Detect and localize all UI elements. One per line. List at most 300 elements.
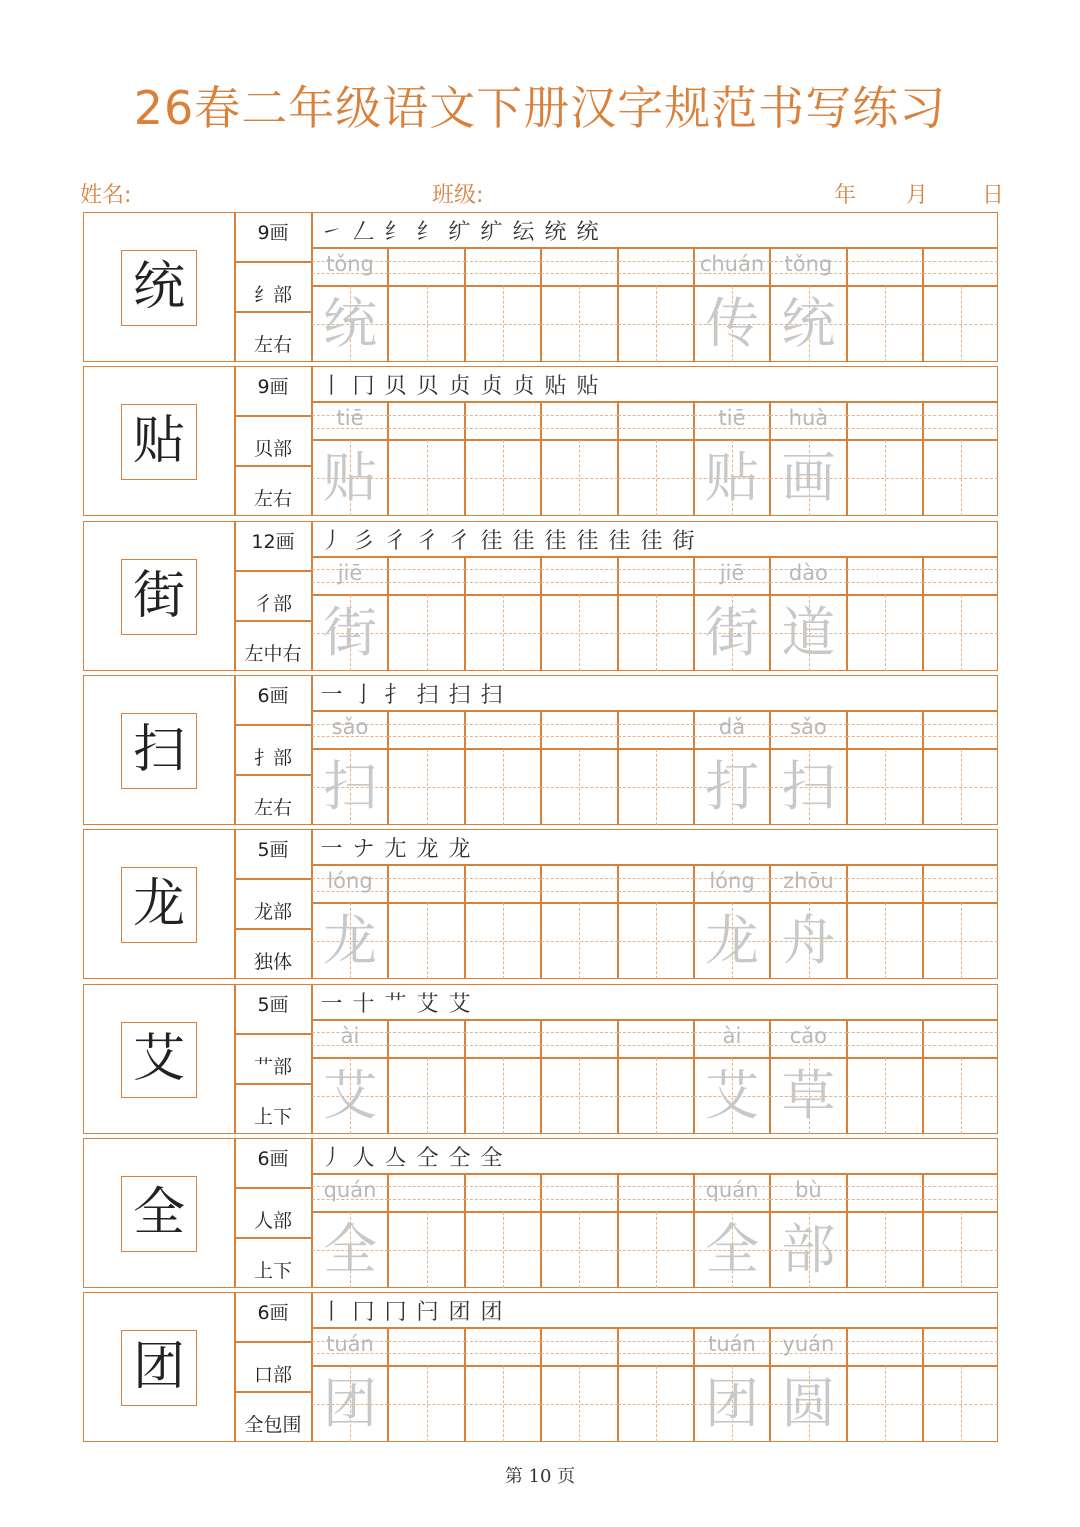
main-character: 龙 — [132, 874, 185, 935]
stroke-step: 彳 — [384, 528, 408, 554]
writing-guide — [923, 941, 998, 942]
structure-label: 左右 — [253, 488, 292, 511]
main-character: 艾 — [132, 1028, 185, 1089]
pinyin-guide — [388, 1341, 464, 1342]
stroke-step: 一 — [320, 837, 344, 863]
pinyin-guide — [388, 582, 464, 583]
trace-character: 扫 — [781, 754, 836, 818]
pinyin-cell[interactable] — [847, 557, 923, 595]
pinyin-text: yuán — [782, 1332, 835, 1357]
pinyin-cell[interactable] — [541, 248, 617, 286]
pinyin-guide — [388, 891, 464, 892]
pinyin-guide — [923, 1032, 998, 1033]
pinyin-cell[interactable] — [541, 711, 617, 749]
radical-label: 贝部 — [253, 438, 292, 461]
pinyin-text: quán — [705, 1177, 759, 1202]
trace-character: 街 — [323, 600, 377, 664]
trace-character: 贴 — [323, 446, 377, 510]
pinyin-cell[interactable] — [388, 865, 464, 903]
stroke-count: 9画 — [257, 222, 289, 244]
pinyin-cell[interactable] — [618, 711, 694, 749]
pinyin-cell[interactable] — [618, 1174, 694, 1212]
pinyin-guide — [541, 878, 617, 879]
pinyin-guide — [465, 878, 541, 879]
stroke-count: 6画 — [257, 1147, 289, 1170]
pinyin-cell[interactable] — [923, 711, 998, 749]
stroke-step: 纩 — [480, 220, 504, 245]
trace-character: 艾 — [323, 1063, 377, 1127]
pinyin-guide — [541, 891, 617, 892]
structure-label: 独体 — [253, 951, 292, 974]
pinyin-guide — [541, 415, 617, 416]
pinyin-guide — [388, 569, 464, 570]
pinyin-cell[interactable] — [541, 557, 617, 595]
trace-character: 草 — [781, 1063, 836, 1127]
stroke-step: 彳 — [448, 528, 472, 554]
writing-guide — [847, 1250, 923, 1251]
pinyin-guide — [388, 1045, 464, 1046]
structure-label: 上下 — [253, 1105, 292, 1128]
trace-character: 龙 — [323, 909, 377, 973]
stroke-step: 尢 — [384, 837, 408, 863]
stroke-count: 5画 — [257, 839, 289, 862]
pinyin-guide — [847, 582, 923, 583]
writing-guide — [923, 478, 998, 479]
stroke-step: 贴 — [576, 374, 600, 400]
pinyin-guide — [541, 1186, 617, 1187]
pinyin-cell[interactable] — [388, 1174, 464, 1212]
pinyin-guide — [388, 736, 464, 737]
writing-guide — [847, 941, 923, 942]
pinyin-guide — [923, 878, 998, 879]
pinyin-guide — [541, 1199, 617, 1200]
pinyin-guide — [465, 415, 541, 416]
stroke-step: 冂 — [352, 1300, 376, 1326]
writing-guide — [847, 1404, 923, 1405]
writing-guide — [465, 633, 541, 634]
trace-character: 统 — [781, 292, 836, 355]
writing-guide — [541, 1404, 617, 1405]
pinyin-text: dào — [788, 560, 828, 585]
pinyin-guide — [465, 724, 541, 725]
pinyin-guide — [541, 582, 617, 583]
pinyin-guide — [541, 273, 617, 274]
pinyin-cell[interactable] — [388, 1020, 464, 1058]
year-label: 年 — [834, 183, 857, 208]
stroke-count: 12画 — [251, 530, 295, 553]
stroke-step: 统 — [576, 220, 600, 245]
pinyin-guide — [618, 1045, 694, 1046]
writing-guide — [541, 478, 617, 479]
pinyin-guide — [541, 569, 617, 570]
pinyin-cell[interactable] — [923, 1174, 998, 1212]
stroke-step: 贴 — [544, 374, 568, 400]
trace-character: 舟 — [781, 909, 836, 973]
pinyin-guide — [923, 1045, 998, 1046]
class-label: 班级: — [432, 183, 484, 208]
writing-guide — [388, 324, 464, 325]
stroke-step: 彡 — [352, 528, 376, 554]
pinyin-cell[interactable] — [847, 1174, 923, 1212]
writing-guide — [465, 941, 541, 942]
radical-label: 口部 — [253, 1364, 292, 1387]
pinyin-guide — [618, 273, 694, 274]
pinyin-guide — [618, 878, 694, 879]
pinyin-guide — [923, 1353, 998, 1354]
pinyin-guide — [541, 1341, 617, 1342]
writing-guide — [541, 1250, 617, 1251]
stroke-step: 一 — [320, 682, 344, 708]
stroke-step: 街 — [672, 528, 696, 554]
pinyin-cell[interactable] — [465, 248, 541, 286]
stroke-step: 冂 — [352, 374, 376, 400]
pinyin-cell[interactable] — [388, 557, 464, 595]
pinyin-guide — [465, 582, 541, 583]
pinyin-text: tiē — [718, 406, 746, 431]
pinyin-guide — [465, 736, 541, 737]
pinyin-cell[interactable] — [618, 248, 694, 286]
pinyin-guide — [465, 1353, 541, 1354]
trace-character: 部 — [781, 1217, 836, 1281]
stroke-order — [316, 215, 604, 246]
pinyin-text: tiē — [336, 406, 364, 431]
pinyin-guide — [618, 1186, 694, 1187]
pinyin-text: chuán — [699, 252, 765, 276]
pinyin-guide — [923, 261, 998, 262]
pinyin-guide — [388, 878, 464, 879]
stroke-step: 贞 — [512, 374, 536, 400]
pinyin-text: dǎ — [718, 714, 746, 739]
writing-guide — [618, 478, 694, 479]
stroke-step: 仝 — [448, 1145, 472, 1171]
pinyin-cell[interactable] — [847, 1020, 923, 1058]
stroke-step: 𠃋 — [352, 220, 376, 245]
writing-guide — [541, 941, 617, 942]
pinyin-guide — [541, 724, 617, 725]
pinyin-guide — [465, 1032, 541, 1033]
trace-character: 统 — [323, 292, 377, 355]
pinyin-guide — [923, 724, 998, 725]
pinyin-guide — [847, 261, 923, 262]
stroke-count: 6画 — [257, 684, 289, 707]
trace-character: 团 — [323, 1372, 377, 1436]
pinyin-cell[interactable] — [465, 1328, 541, 1366]
pinyin-guide — [618, 891, 694, 892]
pinyin-guide — [465, 1045, 541, 1046]
stroke-count: 6画 — [257, 1302, 289, 1325]
writing-guide — [541, 633, 617, 634]
pinyin-guide — [847, 1186, 923, 1187]
trace-character: 全 — [323, 1217, 377, 1281]
stroke-step: 徍 — [576, 528, 600, 554]
pinyin-text: bù — [795, 1177, 822, 1202]
pinyin-text: quán — [323, 1177, 377, 1202]
pinyin-guide — [465, 261, 541, 262]
trace-character: 团 — [705, 1372, 759, 1436]
stroke-step: 贞 — [480, 374, 504, 400]
stroke-step: 艾 — [416, 991, 440, 1017]
trace-character: 街 — [705, 600, 759, 664]
pinyin-cell[interactable] — [618, 1020, 694, 1058]
pinyin-guide — [618, 261, 694, 262]
pinyin-guide — [847, 428, 923, 429]
pinyin-guide — [465, 1341, 541, 1342]
pinyin-cell[interactable] — [541, 1328, 617, 1366]
pinyin-text: ài — [722, 1023, 742, 1048]
pinyin-text: tuán — [326, 1332, 374, 1357]
pinyin-guide — [465, 1186, 541, 1187]
pinyin-cell[interactable] — [541, 1174, 617, 1212]
pinyin-guide — [923, 1341, 998, 1342]
writing-guide — [847, 633, 923, 634]
pinyin-text: lóng — [709, 869, 755, 894]
pinyin-guide — [847, 1032, 923, 1033]
writing-guide — [847, 1096, 923, 1097]
radical-label: 纟部 — [253, 284, 292, 306]
pinyin-cell[interactable] — [618, 557, 694, 595]
pinyin-text: tǒng — [326, 252, 374, 276]
stroke-step: 龙 — [416, 837, 440, 863]
pinyin-text: jiē — [337, 560, 363, 585]
stroke-step: 十 — [352, 991, 376, 1017]
writing-guide — [388, 1404, 464, 1405]
pinyin-cell[interactable] — [923, 1328, 998, 1366]
pinyin-guide — [847, 569, 923, 570]
stroke-order — [316, 678, 508, 709]
trace-character: 贴 — [705, 446, 759, 510]
pinyin-text: sǎo — [331, 714, 369, 739]
pinyin-text: zhōu — [783, 869, 834, 894]
pinyin-guide — [541, 428, 617, 429]
pinyin-guide — [618, 1032, 694, 1033]
writing-guide — [388, 633, 464, 634]
pinyin-cell[interactable] — [847, 1328, 923, 1366]
pinyin-guide — [388, 1032, 464, 1033]
pinyin-cell[interactable] — [923, 865, 998, 903]
pinyin-guide — [923, 415, 998, 416]
stroke-step: 丨 — [320, 1300, 344, 1326]
pinyin-guide — [465, 569, 541, 570]
pinyin-guide — [541, 1032, 617, 1033]
writing-guide — [388, 941, 464, 942]
pinyin-cell[interactable] — [541, 1020, 617, 1058]
pinyin-guide — [388, 1199, 464, 1200]
writing-guide — [923, 1404, 998, 1405]
stroke-step: 艾 — [448, 991, 472, 1017]
pinyin-guide — [847, 878, 923, 879]
stroke-step: 团 — [480, 1300, 504, 1326]
structure-label: 左中右 — [244, 642, 302, 665]
pinyin-guide — [923, 428, 998, 429]
writing-guide — [847, 787, 923, 788]
stroke-step: 全 — [480, 1145, 504, 1171]
radical-label: 人部 — [253, 1209, 292, 1232]
pinyin-cell[interactable] — [847, 711, 923, 749]
pinyin-text: huà — [788, 406, 829, 431]
writing-guide — [388, 478, 464, 479]
pinyin-guide — [388, 273, 464, 274]
stroke-step: 扫 — [480, 682, 504, 708]
pinyin-guide — [388, 724, 464, 725]
pinyin-guide — [847, 415, 923, 416]
main-character: 团 — [132, 1337, 185, 1398]
pinyin-guide — [847, 1341, 923, 1342]
stroke-step: 徍 — [608, 528, 632, 554]
stroke-step: 徍 — [480, 528, 504, 554]
pinyin-guide — [618, 1353, 694, 1354]
main-character: 统 — [132, 257, 185, 317]
radical-label: 彳部 — [253, 592, 292, 615]
pinyin-guide — [388, 428, 464, 429]
pinyin-guide — [541, 1353, 617, 1354]
writing-guide — [923, 787, 998, 788]
writing-guide — [923, 1096, 998, 1097]
pinyin-cell[interactable] — [465, 1174, 541, 1212]
trace-character: 传 — [705, 292, 759, 355]
pinyin-guide — [847, 273, 923, 274]
stroke-step: 亼 — [384, 1145, 408, 1171]
pinyin-cell[interactable] — [465, 865, 541, 903]
stroke-step: 徍 — [544, 528, 568, 554]
stroke-step: 贝 — [384, 374, 408, 400]
structure-label: 上下 — [253, 1259, 292, 1282]
pinyin-guide — [923, 1199, 998, 1200]
stroke-step: 闩 — [416, 1300, 440, 1326]
pinyin-guide — [541, 261, 617, 262]
trace-character: 龙 — [705, 909, 759, 973]
pinyin-cell[interactable] — [465, 711, 541, 749]
writing-guide — [465, 1404, 541, 1405]
radical-label: 扌部 — [253, 746, 292, 769]
writing-guide — [923, 1250, 998, 1251]
stroke-step: 扫 — [448, 682, 472, 708]
pinyin-guide — [541, 1045, 617, 1046]
pinyin-text: lóng — [327, 869, 373, 894]
pinyin-guide — [847, 1045, 923, 1046]
pinyin-guide — [847, 724, 923, 725]
writing-guide — [618, 324, 694, 325]
pinyin-cell[interactable] — [923, 402, 998, 440]
pinyin-cell[interactable] — [847, 248, 923, 286]
trace-character: 道 — [781, 600, 836, 664]
name-label: 姓名: — [80, 183, 132, 208]
writing-guide — [541, 324, 617, 325]
pinyin-guide — [847, 1199, 923, 1200]
day-label: 日 — [982, 183, 1005, 208]
pinyin-guide — [923, 273, 998, 274]
stroke-step: ナ — [352, 837, 376, 863]
pinyin-cell[interactable] — [465, 402, 541, 440]
stroke-step: 丿 — [320, 528, 344, 554]
pinyin-cell[interactable] — [923, 1020, 998, 1058]
stroke-order — [316, 1141, 508, 1172]
pinyin-text: ài — [340, 1023, 360, 1048]
trace-character: 画 — [781, 446, 836, 510]
trace-character: 艾 — [705, 1063, 759, 1127]
radical-label: 龙部 — [253, 901, 292, 924]
structure-label: 全包围 — [244, 1414, 302, 1437]
pinyin-cell[interactable] — [618, 1328, 694, 1366]
main-character: 扫 — [132, 719, 185, 780]
pinyin-cell[interactable] — [923, 557, 998, 595]
writing-guide — [847, 478, 923, 479]
pinyin-guide — [618, 736, 694, 737]
pinyin-cell[interactable] — [618, 865, 694, 903]
pinyin-guide — [465, 891, 541, 892]
pinyin-cell[interactable] — [541, 865, 617, 903]
main-character: 贴 — [132, 411, 185, 472]
pinyin-text: sǎo — [790, 714, 827, 739]
main-character: 街 — [132, 565, 185, 626]
pinyin-guide — [847, 891, 923, 892]
stroke-step: 丿 — [320, 1145, 344, 1171]
stroke-step: 艹 — [384, 991, 408, 1017]
stroke-step: 统 — [544, 220, 568, 245]
writing-guide — [465, 787, 541, 788]
pinyin-cell[interactable] — [847, 865, 923, 903]
writing-guide — [465, 478, 541, 479]
stroke-order — [316, 524, 700, 555]
pinyin-guide — [618, 724, 694, 725]
pinyin-text: tuán — [708, 1332, 756, 1357]
pinyin-guide — [465, 1199, 541, 1200]
writing-guide — [923, 324, 998, 325]
pinyin-cell[interactable] — [388, 402, 464, 440]
pinyin-guide — [847, 736, 923, 737]
pinyin-guide — [465, 428, 541, 429]
writing-guide — [465, 1096, 541, 1097]
pinyin-guide — [923, 891, 998, 892]
pinyin-cell[interactable] — [388, 248, 464, 286]
pinyin-guide — [388, 1353, 464, 1354]
page-title: 26春二年级语文下册汉字规范书写练习 — [133, 81, 947, 135]
stroke-step: 丨 — [320, 374, 344, 400]
trace-character: 全 — [705, 1217, 759, 1281]
writing-guide — [388, 1250, 464, 1251]
pinyin-cell[interactable] — [388, 1328, 464, 1366]
pinyin-cell[interactable] — [618, 402, 694, 440]
trace-character: 扫 — [323, 754, 377, 818]
stroke-step: 纟 — [416, 220, 440, 245]
pinyin-cell[interactable] — [465, 1020, 541, 1058]
stroke-count: 9画 — [257, 376, 289, 399]
pinyin-cell[interactable] — [465, 557, 541, 595]
stroke-step: 纟 — [384, 220, 408, 245]
writing-guide — [618, 1404, 694, 1405]
stroke-step: 一 — [320, 991, 344, 1017]
pinyin-guide — [618, 582, 694, 583]
writing-guide — [618, 633, 694, 634]
writing-guide — [923, 633, 998, 634]
pinyin-guide — [388, 1186, 464, 1187]
writing-guide — [388, 787, 464, 788]
writing-guide — [465, 1250, 541, 1251]
pinyin-cell[interactable] — [388, 711, 464, 749]
stroke-step: 团 — [448, 1300, 472, 1326]
pinyin-guide — [923, 1186, 998, 1187]
page-number: 第 10 页 — [504, 1466, 576, 1487]
pinyin-guide — [618, 415, 694, 416]
pinyin-guide — [618, 1341, 694, 1342]
stroke-step: 徍 — [512, 528, 536, 554]
writing-guide — [847, 324, 923, 325]
pinyin-guide — [923, 569, 998, 570]
pinyin-guide — [618, 569, 694, 570]
pinyin-guide — [541, 736, 617, 737]
pinyin-cell[interactable] — [541, 402, 617, 440]
pinyin-cell[interactable] — [923, 248, 998, 286]
pinyin-cell[interactable] — [847, 402, 923, 440]
